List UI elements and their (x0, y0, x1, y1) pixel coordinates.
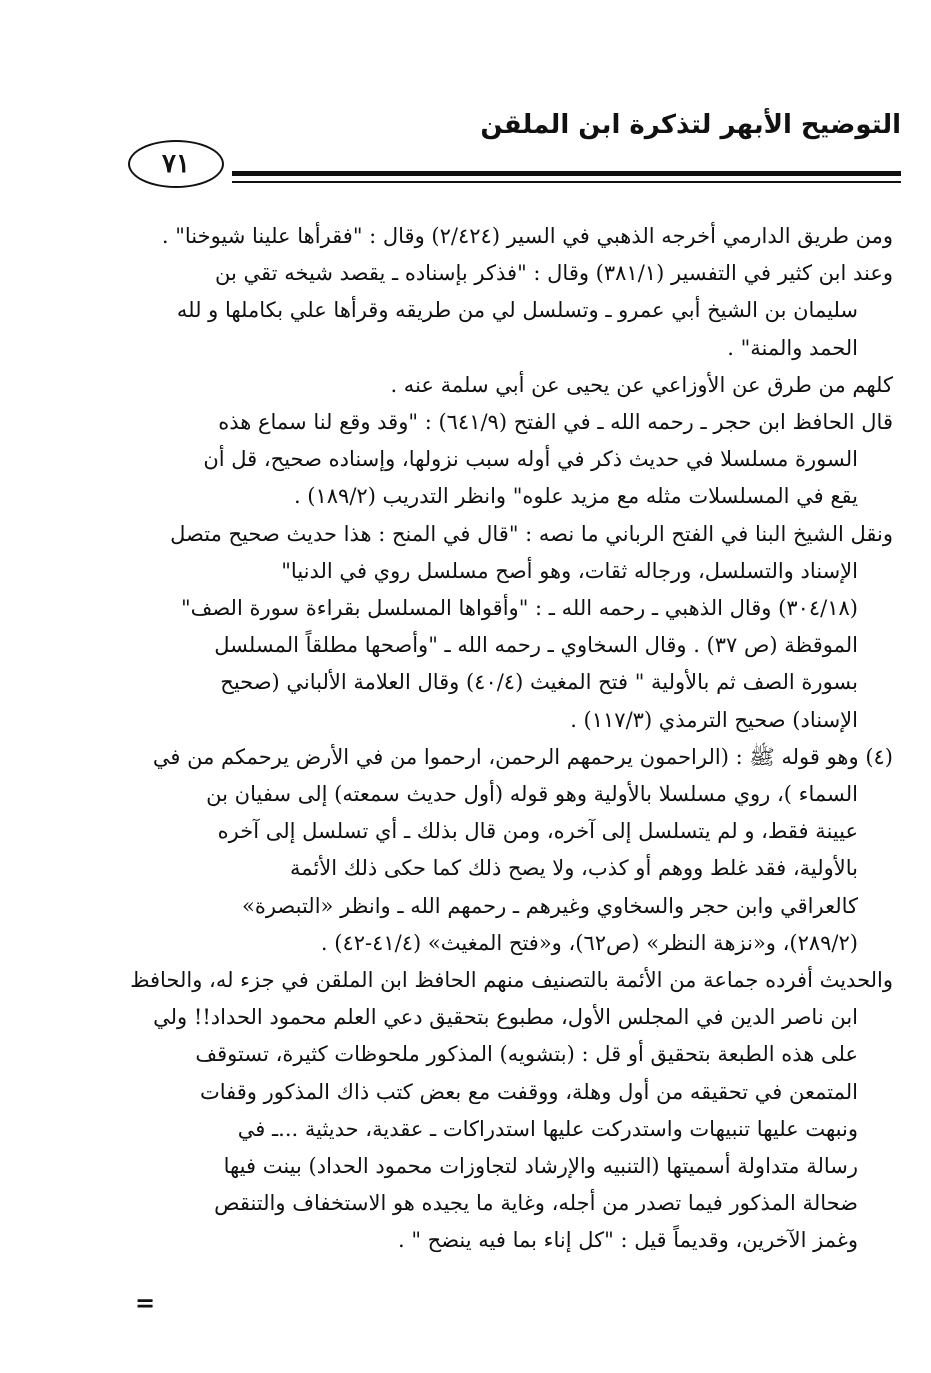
text-line: ابن ناصر الدين في المجلس الأول، مطبوع بتحقيق دعي العلم محمود الحداد!! ولي (153, 1005, 858, 1030)
text-line: ضحالة المذكور فيما تصدر من أجله، وغاية ما يجيده هو الاستخفاف والتنقص (214, 1191, 858, 1216)
text-line: ومن طريق الدارمي أخرجه الذهبي في السير (٢/٤٢٤) وقال : "فقرأها علينا شيوخنا" . (161, 224, 893, 248)
text-line: سليمان بن الشيخ أبي عمرو ـ وتسلسل لي من طريقه وقرأها علي بكاملها و لله (176, 298, 858, 323)
text-line: المتمعن في تحقيقه من أول وهلة، ووقفت مع بعض كتب ذاك المذكور وقفات (199, 1079, 858, 1104)
text-line: الإسناد) صحيح الترمذي (١١٧/٣) . (570, 707, 858, 732)
text-line: ونقل الشيخ البنا في الفتح الرباني ما نصه : "قال في المنح : هذا حديث صحيح متصل (170, 521, 893, 546)
text-line: الإسناد والتسلسل، ورجاله ثقات، وهو أصح مسلسل روي في الدنيا" (281, 558, 858, 583)
text-line: ونبهت عليها تنبيهات واستدركت عليها استدراكات ـ عقدية، حديثية ...ـ في (237, 1116, 858, 1141)
header-rule-thick (232, 171, 901, 176)
text-line: السورة مسلسلا في حديث ذكر في أوله سبب نزولها، وإسناده صحيح، قل أن (203, 447, 858, 472)
text-line: وغمز الآخرين، وقديماً قيل : "كل إناء بما فيه ينضح " . (397, 1228, 858, 1253)
text-line: وعند ابن كثير في التفسير (٣٨١/١) وقال : "فذكر بإسناده ـ يقصد شيخه تقي بن (215, 261, 893, 286)
text-line: (٢٨٩/٢)، و«نزهة النظر» (ص٦٢)، و«فتح المغيث» (٤١/٤-٤٢) . (320, 930, 858, 955)
text-line: كلهم من طرق عن الأوزاعي عن يحيى عن أبي سلمة عنه . (390, 372, 893, 397)
text-line: (٣٠٤/١٨) وقال الذهبي ـ رحمه الله ـ : "وأقواها المسلسل بقراءة سورة الصف" (180, 596, 858, 621)
text-line: عيينة فقط، و لم يتسلسل إلى آخره، ومن قال بذلك ـ أي تسلسل إلى آخره (217, 819, 858, 844)
running-title: التوضيح الأبهر لتذكرة ابن الملقن (480, 110, 901, 140)
text-line: السماء )، روي مسلسلا بالأولية وهو قوله (أول حديث سمعته) إلى سفيان بن (206, 782, 858, 807)
header-rule-thin (232, 181, 901, 183)
text-line: يقع في المسلسلات مثله مع مزيد علوه" وانظر التدريب (١٨٩/٢) . (293, 484, 858, 509)
text-line: الموقظة (ص ٣٧) . وقال السخاوي ـ رحمه الله ـ "وأصحها مطلقاً المسلسل (214, 633, 858, 658)
page-number: ٧١ (128, 140, 224, 188)
text-line: الحمد والمنة" . (727, 335, 858, 360)
text-line: كالعراقي وابن حجر والسخاوي وغيرهم ـ رحمهم الله ـ وانظر «التبصرة» (241, 893, 858, 918)
footnotes-body (118, 218, 893, 1260)
text-line: رسالة متداولة أسميتها (التنبيه والإرشاد لتجاوزات محمود الحداد) بينت فيها (223, 1154, 858, 1179)
text-line: على هذه الطبعة بتحقيق أو قل : (بتشويه) المذكور ملحوظات كثيرة، تستوقف (195, 1042, 858, 1067)
text-line: بسورة الصف ثم بالأولية " فتح المغيث (٤٠/٤) وقال العلامة الألباني (صحيح (220, 670, 858, 695)
continuation-mark: = (135, 1288, 156, 1317)
text-line: قال الحافظ ابن حجر ـ رحمه الله ـ في الفتح (٦٤١/٩) : "وقد وقع لنا سماع هذه (218, 410, 893, 435)
text-line: والحديث أفرده جماعة من الأئمة بالتصنيف منهم الحافظ ابن الملقن في جزء له، والحافظ (130, 968, 893, 993)
text-line: (٤) وهو قوله ﷺ : (الراحمون يرحمهم الرحمن، ارحموا من في الأرض يرحمكم من في (152, 744, 893, 769)
text-line: بالأولية، فقد غلط ووهم أو كذب، ولا يصح ذلك كما حكى ذلك الأئمة (290, 856, 858, 881)
